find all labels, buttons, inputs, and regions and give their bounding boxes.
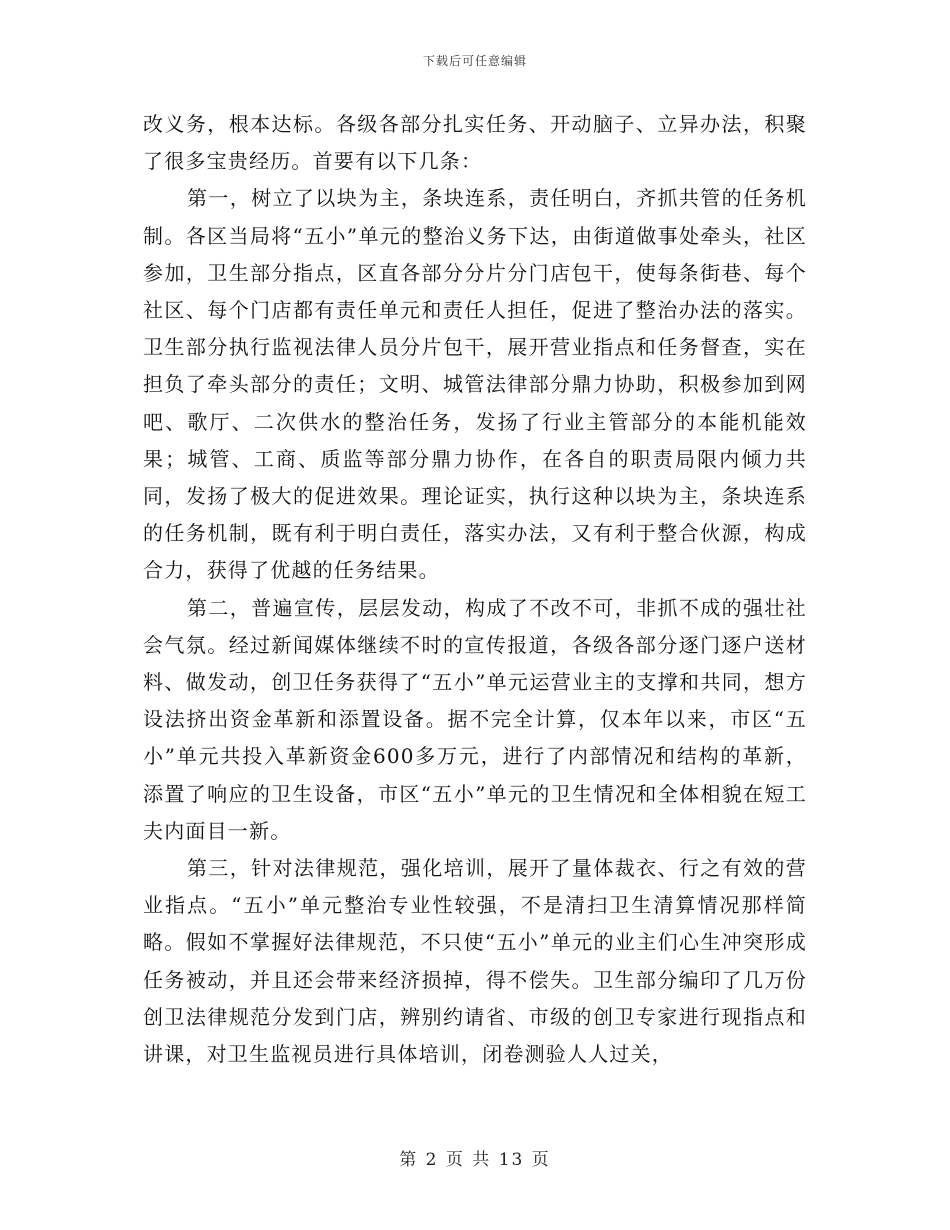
paragraph-4: 第三，针对法律规范，强化培训，展开了量体裁衣、行之有效的营业指点。“五小”单元整治专业性较强，不是清扫卫生清算情况那样简略。假如不掌握好法律规范，不只使“五小”单元的业主们心生冲突形成任务被动，并且还会带来经济损掉，得不偿失。卫生部分编印了几万份创卫法律规范分发到门店，辨别约请省、市级的创卫专家进行现指点和讲课，对卫生监视员进行具体培训，闭卷测验人人过关， [143, 856, 807, 1067]
paragraph-1: 改义务，根本达标。各级各部分扎实任务、开动脑子、立异办法，积聚了很多宝贵经历。首要有以下几条： [143, 112, 807, 174]
page-footer: 第 2 页 共 13 页 [399, 1150, 551, 1170]
body-text [143, 106, 807, 1073]
paragraph-3: 第二，普遍宣传，层层发动，构成了不改不可，非抓不成的强壮社会气氛。经过新闻媒体继续不时的宣传报道，各级各部分逐门逐户送材料、做发动，创卫任务获得了“五小”单元运营业主的支撑和共同，想方设法挤出资金革新和添置设备。据不完全计算，仅本年以来，市区“五小”单元共投入革新资金600多万元，进行了内部情况和结构的革新，添置了响应的卫生设备，市区“五小”单元的卫生情况和全体相貌在短工夫内面目一新。 [143, 595, 807, 843]
page-header: 下载后可任意编辑 [422, 54, 527, 68]
paragraph-2: 第一，树立了以块为主，条块连系，责任明白，齐抓共管的任务机制。各区当局将“五小”单元的整治义务下达，由街道做事处牵头，社区参加，卫生部分指点，区直各部分分片分门店包干，使每条街巷、每个社区、每个门店都有责任单元和责任人担任，促进了整治办法的落实。卫生部分执行监视法律人员分片包干，展开营业指点和任务督查，实在担负了牵头部分的责任；文明、城管法律部分鼎力协助，积极参加到网吧、歌厅、二次供水的整治任务，发扬了行业主管部分的本能机能效果；城管、工商、质监等部分鼎力协作，在各自的职责局限内倾力共同，发扬了极大的促进效果。理论证实，执行这种以块为主，条块连系的任务机制，既有利于明白责任，落实办法，又有利于整合伙源，构成合力，获得了优越的任务结果。 [143, 186, 807, 583]
